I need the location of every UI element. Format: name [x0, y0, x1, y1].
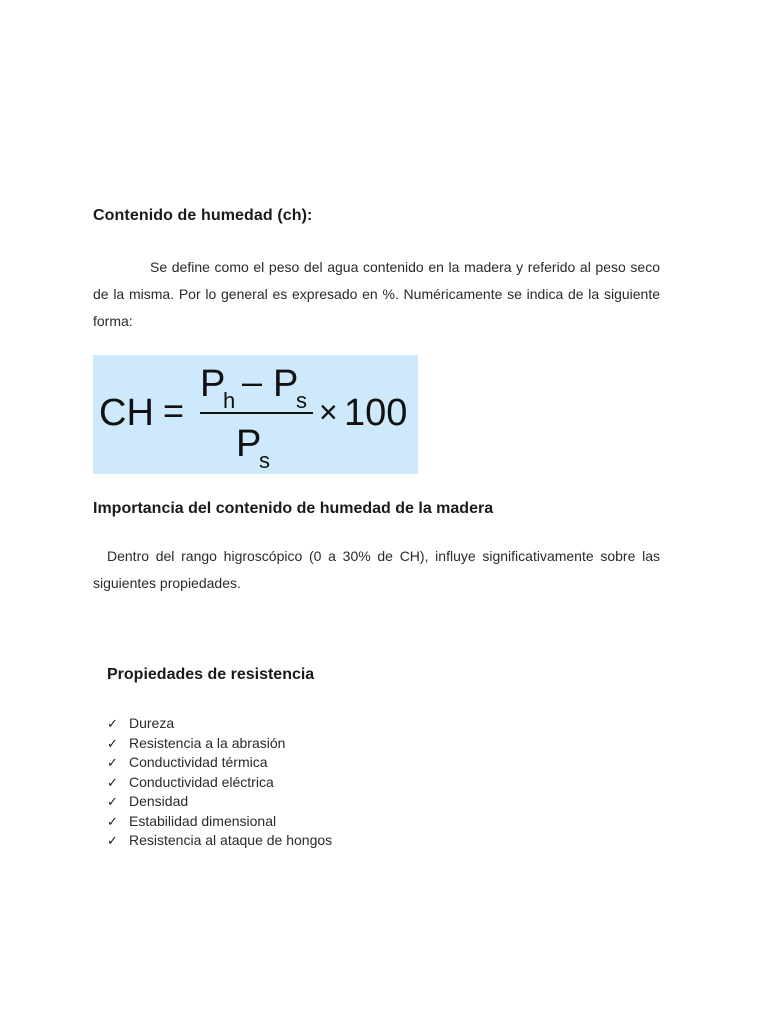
property-label: Conductividad eléctrica [129, 773, 274, 790]
property-label: Resistencia a la abrasión [129, 734, 286, 751]
importance-paragraph: Dentro del rango higroscópico (0 a 30% de CH), influye significativamente sobre las siguientes propiedades. [93, 548, 660, 591]
formula-times: × [319, 394, 338, 430]
checkmark-icon: ✓ [107, 794, 118, 809]
checkmark-icon: ✓ [107, 735, 118, 751]
formula-numerator-sub-s: s [296, 388, 307, 413]
property-label: Estabilidad dimensional [129, 812, 277, 829]
moisture-formula-box [93, 355, 418, 474]
formula-denominator-sub-s: s [259, 448, 270, 473]
moisture-definition-paragraph: Se define como el peso del agua contenido en la madera y referido al peso seco de la misma. Por lo general es expresado en %. Numéricamente se indica de la siguiente forma: [93, 259, 660, 329]
list-item [107, 714, 332, 734]
resistance-properties-heading: Propiedades de resistencia [107, 666, 315, 683]
moisture-formula [93, 355, 418, 474]
property-label: Conductividad térmica [129, 754, 268, 770]
list-item [107, 831, 332, 851]
list-item [107, 812, 332, 832]
formula-numerator-sub-h: h [223, 388, 236, 413]
formula-numerator-p2: P [273, 363, 299, 405]
property-label: Resistencia al ataque de hongos [129, 832, 333, 848]
formula-denominator-p: P [236, 423, 262, 465]
formula-lhs: CH [99, 392, 154, 434]
checkmark-icon: ✓ [107, 833, 118, 848]
importance-heading: Importancia del contenido de humedad de la madera [93, 500, 494, 517]
checkmark-icon: ✓ [107, 774, 118, 790]
properties-checklist [107, 714, 332, 851]
formula-minus: – [242, 361, 263, 402]
list-item [107, 734, 332, 754]
checkmark-icon: ✓ [107, 813, 118, 829]
checkmark-icon: ✓ [107, 716, 118, 731]
formula-equals: = [163, 390, 185, 431]
list-item [107, 753, 332, 773]
property-label: Dureza [129, 715, 175, 731]
property-label: Densidad [129, 793, 189, 809]
list-item [107, 773, 332, 793]
formula-numerator-p1: P [200, 363, 226, 405]
formula-factor: 100 [344, 392, 408, 434]
list-item [107, 792, 332, 812]
moisture-content-heading: Contenido de humedad (ch): [93, 207, 313, 224]
checkmark-icon: ✓ [107, 755, 118, 770]
